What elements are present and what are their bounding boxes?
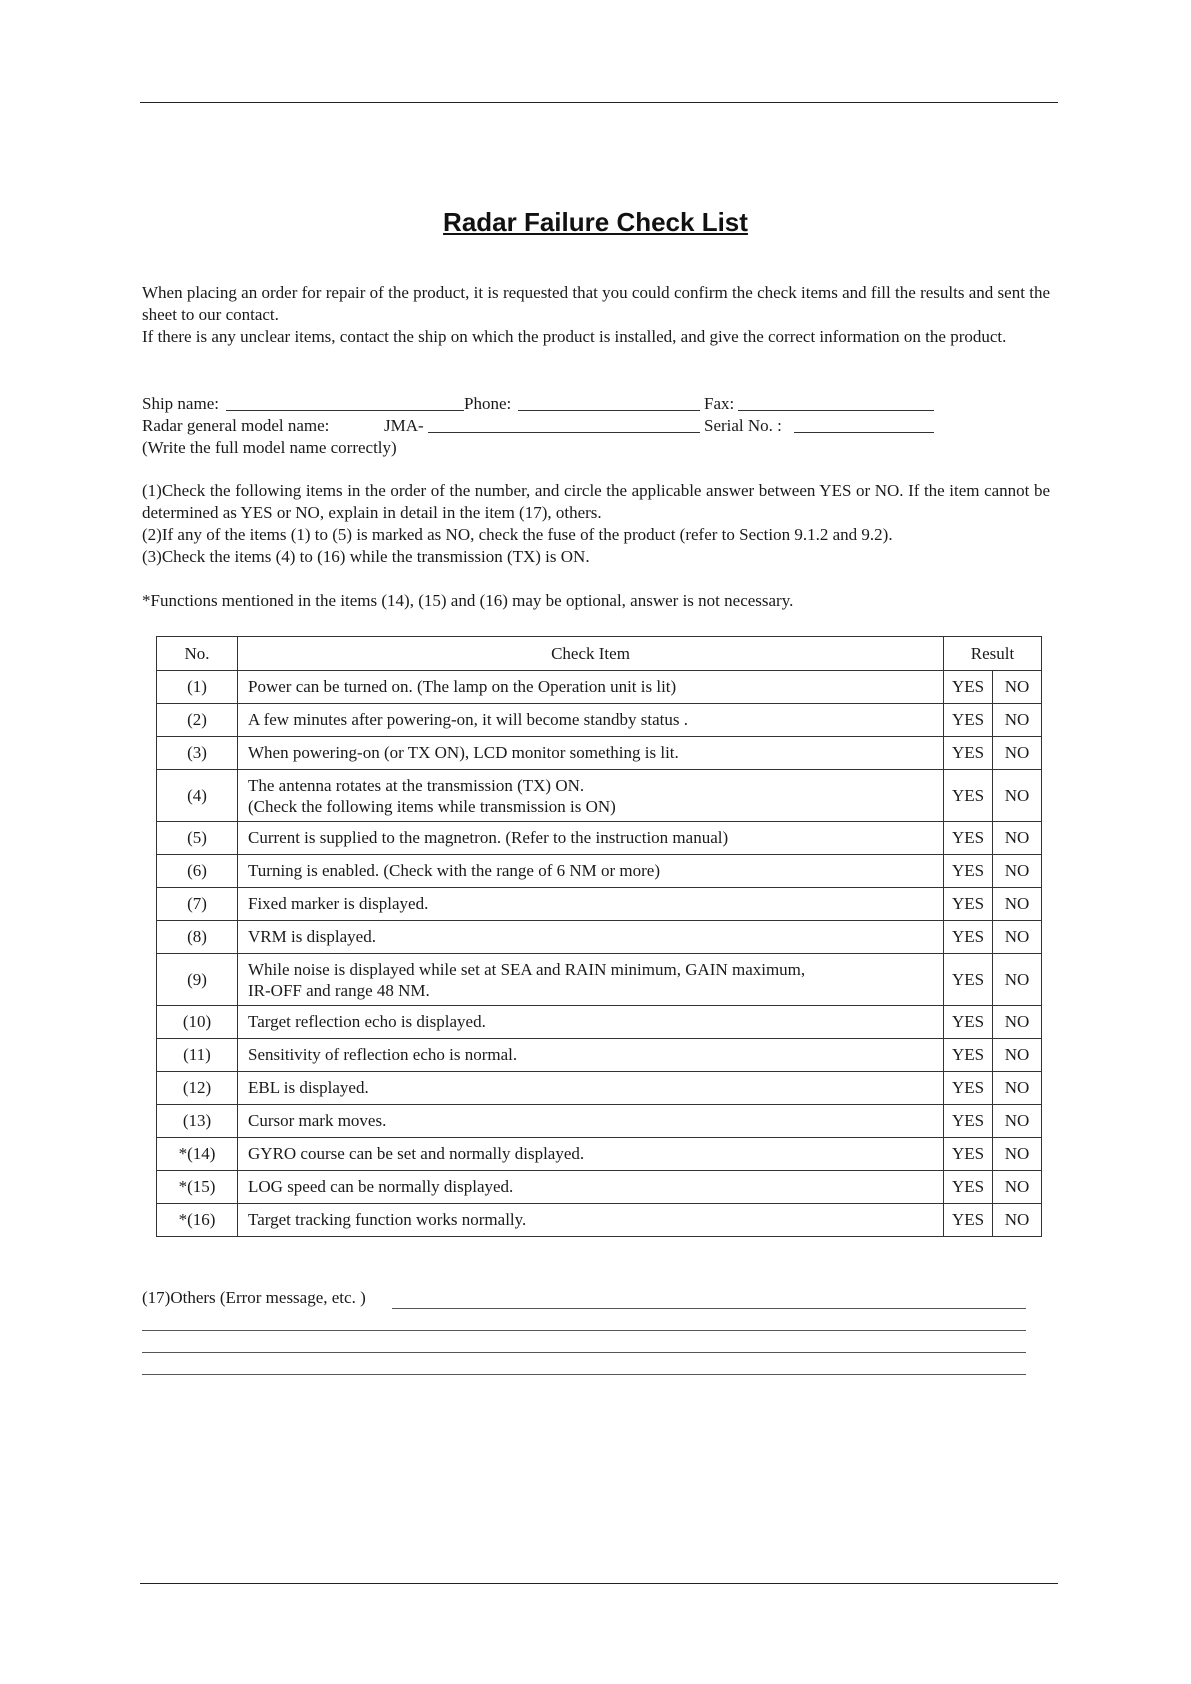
check-item [238,737,944,770]
table-row [157,822,1042,855]
check-item [238,888,944,921]
row-number: (10) [157,1006,238,1039]
check-item [238,1138,944,1171]
table-row [157,1204,1042,1237]
fax-field[interactable] [738,393,934,411]
check-item-text: When powering-on (or TX ON), LCD monitor something is lit. [248,743,679,762]
serial-no-field[interactable] [794,415,934,433]
row-number: (4) [157,770,238,822]
serial-no-label: Serial No. : [704,416,782,435]
optional-note: *Functions mentioned in the items (14), (15) and (16) may be optional, answer is not necessary. [142,591,794,610]
check-item [238,855,944,888]
check-item [238,954,944,1006]
page-title: Radar Failure Check List [443,207,748,237]
intro-paragraph-1: When placing an order for repair of the product, it is requested that you could confirm the check items and fill the results and sent the sheet to our contact. [142,283,1050,324]
row-number: (1) [157,671,238,704]
result-no[interactable]: NO [993,770,1042,822]
intro-text [142,282,1050,348]
result-no[interactable]: NO [993,954,1042,1006]
check-item [238,1072,944,1105]
result-no[interactable]: NO [993,1105,1042,1138]
check-item [238,671,944,704]
model-name-label: Radar general model name: [142,416,330,435]
phone-label: Phone: [464,394,512,413]
row-number: (9) [157,954,238,1006]
result-yes[interactable]: YES [944,954,993,1006]
instructions [142,480,1050,568]
result-no[interactable]: NO [993,1039,1042,1072]
check-item-text: Target reflection echo is displayed. [248,1012,486,1031]
check-item-text: The antenna rotates at the transmission (TX) ON. [248,775,585,795]
check-item-text: Fixed marker is displayed. [248,894,429,913]
row-number: (11) [157,1039,238,1072]
check-item-text: Turning is enabled. (Check with the range of 6 NM or more) [248,861,661,880]
check-rows [157,671,1042,1237]
check-item [238,1171,944,1204]
result-no[interactable]: NO [993,671,1042,704]
result-no[interactable]: NO [993,1171,1042,1204]
row-number: (2) [157,704,238,737]
check-item [238,770,944,822]
row-number: (3) [157,737,238,770]
check-item-text: Sensitivity of reflection echo is normal. [248,1045,518,1064]
table-row [157,770,1042,822]
check-item-text: VRM is displayed. [248,927,376,946]
table-row [157,1171,1042,1204]
row-number: *(15) [157,1171,238,1204]
result-yes[interactable]: YES [944,822,993,855]
table-row [157,954,1042,1006]
table-row [157,1006,1042,1039]
result-yes[interactable]: YES [944,1138,993,1171]
check-item [238,822,944,855]
result-yes[interactable]: YES [944,921,993,954]
result-yes[interactable]: YES [944,1006,993,1039]
check-item-text: EBL is displayed. [248,1078,369,1097]
instruction-3: (3)Check the items (4) to (16) while the transmission (TX) is ON. [142,547,590,566]
others-label: (17)Others (Error message, etc. ) [142,1288,366,1307]
result-yes[interactable]: YES [944,888,993,921]
result-yes[interactable]: YES [944,855,993,888]
result-no[interactable]: NO [993,855,1042,888]
check-table [156,636,1042,1237]
check-item-text: While noise is displayed while set at SEA and RAIN minimum, GAIN maximum, [248,959,806,979]
result-yes[interactable]: YES [944,1105,993,1138]
table-row [157,888,1042,921]
row-number: (13) [157,1105,238,1138]
table-row [157,704,1042,737]
result-no[interactable]: NO [993,1138,1042,1171]
model-name-note: (Write the full model name correctly) [142,438,397,457]
header-result: Result [944,637,1042,671]
instruction-1: (1)Check the following items in the order of the number, and circle the applicable answer between YES or NO. If the item cannot be determined as YES or NO, explain in detail in the item (17), others. [142,481,1050,522]
fax-label: Fax: [704,394,735,413]
header-rule [140,102,1058,103]
result-no[interactable]: NO [993,704,1042,737]
header-check-item: Check Item [238,637,944,671]
check-item [238,1204,944,1237]
result-no[interactable]: NO [993,1204,1042,1237]
check-item-text: LOG speed can be normally displayed. [248,1177,514,1196]
result-yes[interactable]: YES [944,737,993,770]
table-row [157,737,1042,770]
others-line-4[interactable] [142,1374,1026,1375]
result-no[interactable]: NO [993,737,1042,770]
check-item-text-line2: IR-OFF and range 48 NM. [248,980,430,1000]
row-number: (5) [157,822,238,855]
phone-field[interactable] [518,393,700,411]
others-line-1[interactable] [392,1308,1026,1309]
check-item [238,1006,944,1039]
model-prefix: JMA- [384,416,424,435]
intro-paragraph-2: If there is any unclear items, contact the ship on which the product is installed, and give the correct information on the product. [142,327,1007,346]
check-item-text: GYRO course can be set and normally displayed. [248,1144,585,1163]
table-row [157,1039,1042,1072]
table-row [157,1138,1042,1171]
result-no[interactable]: NO [993,888,1042,921]
table-row [157,1072,1042,1105]
row-number: (12) [157,1072,238,1105]
instruction-2: (2)If any of the items (1) to (5) is marked as NO, check the fuse of the product (refer to Section 9.1.2 and 9.2). [142,525,893,544]
info-form [142,393,962,459]
table-row [157,1105,1042,1138]
model-name-field[interactable] [428,415,700,433]
result-yes[interactable]: YES [944,1204,993,1237]
check-item-text: Current is supplied to the magnetron. (Refer to the instruction manual) [248,828,729,847]
result-yes[interactable]: YES [944,770,993,822]
form-row-model [142,415,962,437]
form-row-ship [142,393,962,415]
table-header-row [157,637,1042,671]
others-line-3[interactable] [142,1352,1026,1353]
table-row [157,855,1042,888]
check-item [238,921,944,954]
row-number: (8) [157,921,238,954]
header-no: No. [157,637,238,671]
check-item [238,1039,944,1072]
form-row-note [142,437,962,459]
check-item-text: Power can be turned on. (The lamp on the Operation unit is lit) [248,677,677,696]
check-item-text-line2: (Check the following items while transmission is ON) [248,796,616,816]
result-yes[interactable]: YES [944,1171,993,1204]
table-row [157,671,1042,704]
footer-rule [140,1583,1058,1584]
table-row [157,921,1042,954]
result-no[interactable]: NO [993,822,1042,855]
check-item [238,1105,944,1138]
result-yes[interactable]: YES [944,704,993,737]
result-yes[interactable]: YES [944,671,993,704]
others-section [142,1287,1026,1309]
row-number: *(16) [157,1204,238,1237]
ship-name-field[interactable] [226,393,464,411]
result-yes[interactable]: YES [944,1072,993,1105]
result-no[interactable]: NO [993,1006,1042,1039]
result-no[interactable]: NO [993,921,1042,954]
row-number: (6) [157,855,238,888]
row-number: (7) [157,888,238,921]
result-no[interactable]: NO [993,1072,1042,1105]
result-yes[interactable]: YES [944,1039,993,1072]
check-item-text: Cursor mark moves. [248,1111,387,1130]
check-item [238,704,944,737]
ship-name-label: Ship name: [142,394,219,413]
check-item-text: A few minutes after powering-on, it will become standby status . [248,710,689,729]
check-item-text: Target tracking function works normally. [248,1210,527,1229]
row-number: *(14) [157,1138,238,1171]
others-line-2[interactable] [142,1330,1026,1331]
